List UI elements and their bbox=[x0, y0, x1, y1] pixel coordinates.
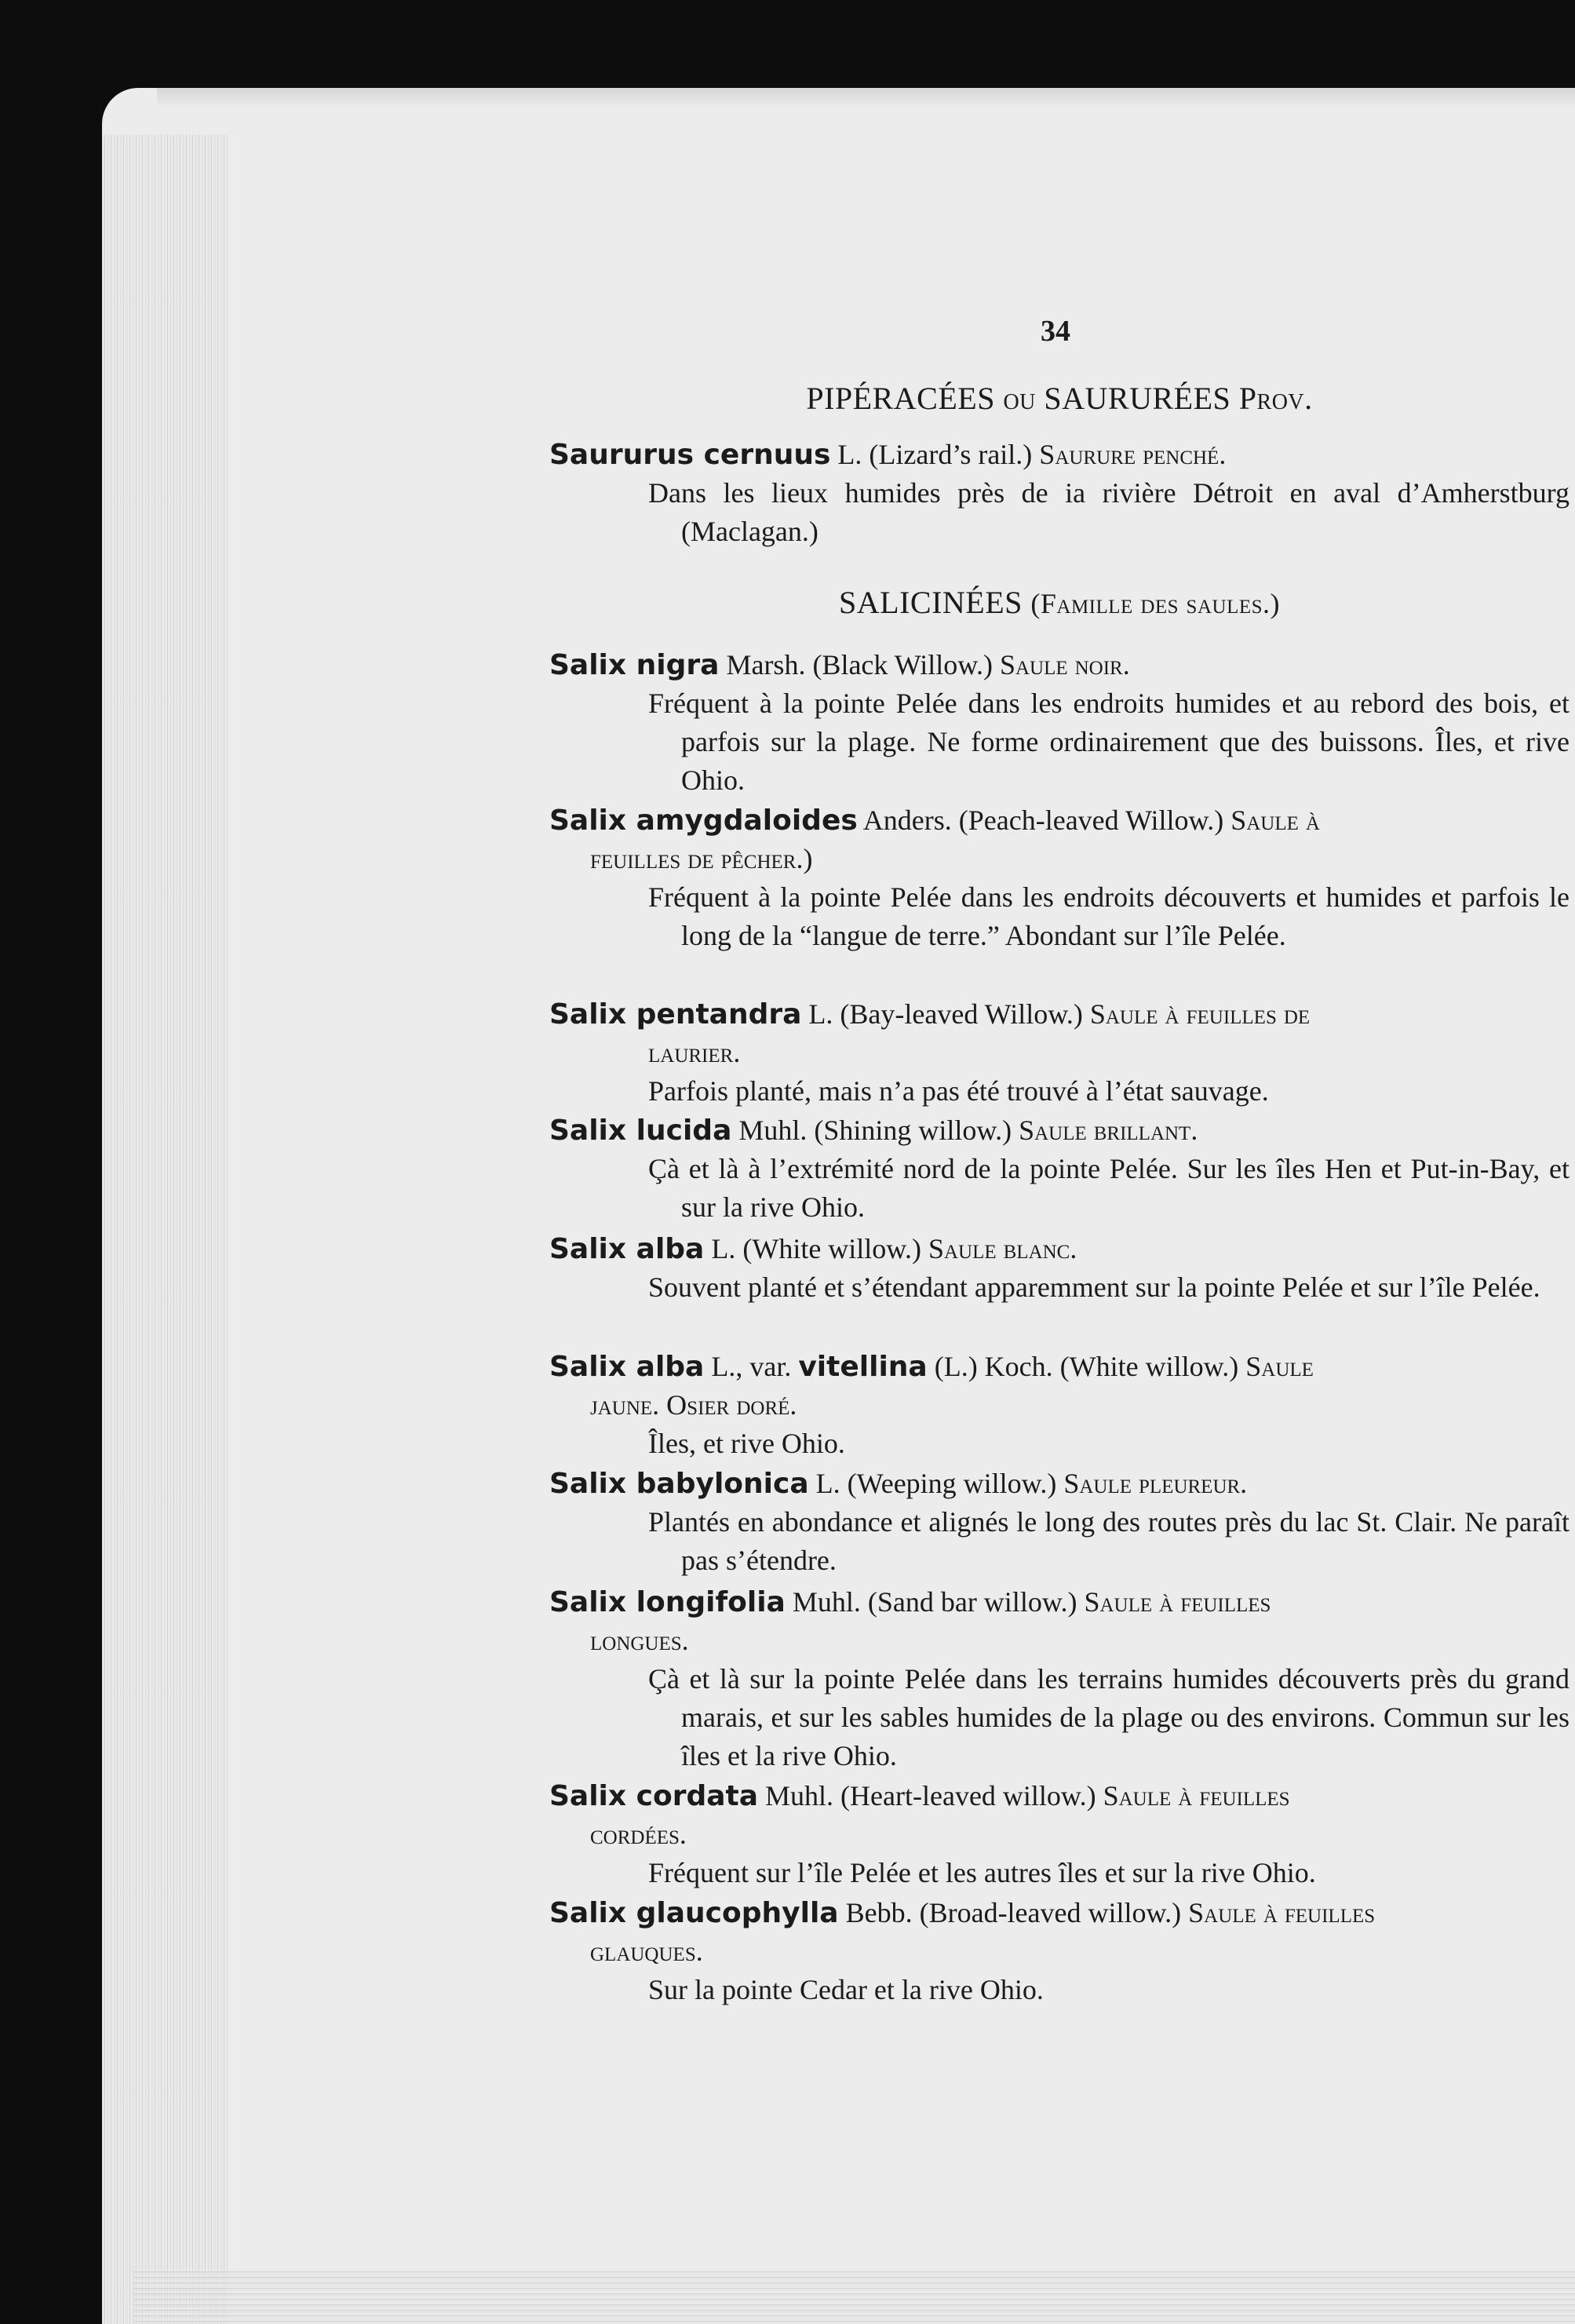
species-authority: L. (White willow.) bbox=[704, 1233, 928, 1264]
french-name: Saule à bbox=[1230, 804, 1320, 836]
species-authority: L. (Bay-leaved Willow.) bbox=[801, 998, 1090, 1030]
section-title-ou: ou bbox=[1003, 381, 1036, 416]
page-top-shadow bbox=[157, 88, 1575, 108]
page-bottom-edge bbox=[133, 2269, 1575, 2324]
species-authority: Anders. (Peach-leaved Willow.) bbox=[857, 804, 1231, 836]
species-authority: L., var. bbox=[704, 1351, 799, 1382]
species-authority: Muhl. (Shining willow.) bbox=[731, 1115, 1019, 1146]
species-description: Plantés en abondance et alignés le long des routes près du lac St. Clair. Ne paraît pas s’étendre. bbox=[648, 1506, 1570, 1576]
french-name-continued: feuilles de pêcher.) bbox=[590, 843, 813, 874]
section-heading-piperacees bbox=[549, 378, 1570, 419]
species-entry bbox=[549, 1894, 1570, 2009]
section-title-alt: SAURURÉES bbox=[1044, 381, 1231, 416]
section-heading-salicinees bbox=[549, 582, 1570, 624]
species-name: Salix longifolia bbox=[549, 1586, 786, 1618]
species-name: Salix alba bbox=[549, 1233, 705, 1265]
species-description: Çà et là à l’extrémité nord de la pointe Pelée. Sur les îles Hen et Put-in-Bay, et sur la rive Ohio. bbox=[648, 1153, 1570, 1223]
species-authority: L. (Lizard’s rail.) bbox=[830, 439, 1040, 470]
species-entry bbox=[549, 646, 1570, 800]
french-name-continued: longues. bbox=[590, 1625, 689, 1656]
species-description: Sur la pointe Cedar et la rive Ohio. bbox=[648, 1974, 1044, 2005]
french-name: Saule pleureur. bbox=[1063, 1468, 1248, 1499]
french-name: Saule noir. bbox=[999, 649, 1130, 680]
species-authority: L. (Weeping willow.) bbox=[808, 1468, 1064, 1499]
species-entry bbox=[549, 1777, 1570, 1892]
species-description: Îles, et rive Ohio. bbox=[648, 1428, 845, 1459]
french-name: Saule à feuilles bbox=[1103, 1780, 1290, 1811]
species-authority: Marsh. (Black Willow.) bbox=[719, 649, 1000, 680]
species-description: Çà et là sur la pointe Pelée dans les terrains humides découverts près du grand marais, et sur les sables humides de la plage ou des environs. Commun sur les îles et la rive Ohio. bbox=[648, 1663, 1570, 1771]
french-name: Saule à feuilles bbox=[1084, 1586, 1271, 1618]
variety-authority: (L.) Koch. (White willow.) bbox=[927, 1351, 1246, 1382]
species-description: Fréquent à la pointe Pelée dans les endroits découverts et humides et parfois le long de la “langue de terre.” Abondant sur l’île Pelée. bbox=[648, 881, 1570, 951]
french-name: Saule blanc. bbox=[928, 1233, 1077, 1264]
french-name-continued: jaune. Osier doré. bbox=[590, 1389, 797, 1421]
section-title-paren: (Famille des saules.) bbox=[1030, 588, 1280, 619]
species-description: Fréquent sur l’île Pelée et les autres îles et sur la rive Ohio. bbox=[648, 1857, 1316, 1888]
french-name-continued: laurier. bbox=[648, 1037, 741, 1068]
section-title-main: PIPÉRACÉES bbox=[806, 381, 995, 416]
species-entry bbox=[549, 1348, 1570, 1463]
section-title-suffix: Prov. bbox=[1238, 381, 1313, 416]
french-name: Saurure penché. bbox=[1039, 439, 1227, 470]
species-entry bbox=[549, 1583, 1570, 1775]
species-entry bbox=[549, 1111, 1570, 1227]
species-name: Salix alba bbox=[549, 1351, 705, 1383]
section-title-main: SALICINÉES bbox=[839, 585, 1023, 620]
page-stack-edge bbox=[102, 135, 228, 2324]
species-description: Souvent planté et s’étendant apparemment sur la pointe Pelée et sur l’île Pelée. bbox=[648, 1271, 1540, 1303]
french-name: Saule bbox=[1245, 1351, 1314, 1382]
species-entry bbox=[549, 801, 1570, 955]
species-entry bbox=[549, 1465, 1570, 1580]
species-description: Fréquent à la pointe Pelée dans les endroits humides et au rebord des bois, et parfois sur la plage. Ne forme ordinairement que des buissons. Îles, et rive Ohio. bbox=[648, 688, 1570, 796]
species-authority: Muhl. (Heart-leaved willow.) bbox=[758, 1780, 1103, 1811]
species-name: Salix nigra bbox=[549, 649, 720, 681]
species-authority: Muhl. (Sand bar willow.) bbox=[785, 1586, 1085, 1618]
species-description: Parfois planté, mais n’a pas été trouvé à l’état sauvage. bbox=[648, 1075, 1269, 1107]
french-name: Saule à feuilles de bbox=[1089, 998, 1311, 1030]
species-name: Salix cordata bbox=[549, 1780, 759, 1812]
species-name: Salix glaucophylla bbox=[549, 1897, 839, 1929]
species-entry bbox=[549, 436, 1570, 551]
species-description: Dans les lieux humides près de ia rivière Détroit en aval d’Amherstburg (Maclagan.) bbox=[648, 477, 1570, 547]
species-name: Salix amygdaloides bbox=[549, 804, 858, 837]
french-name-continued: glauques. bbox=[590, 1935, 703, 1967]
page-number: 34 bbox=[1041, 315, 1070, 348]
species-entry bbox=[549, 1230, 1570, 1307]
species-authority: Bebb. (Broad-leaved willow.) bbox=[838, 1897, 1189, 1928]
french-name-continued: cordées. bbox=[590, 1819, 687, 1850]
species-name: Salix lucida bbox=[549, 1115, 732, 1147]
species-name: Saururus cernuus bbox=[549, 439, 831, 471]
species-name: Salix babylonica bbox=[549, 1468, 809, 1500]
variety-name: vitellina bbox=[798, 1351, 928, 1383]
species-name: Salix pentandra bbox=[549, 998, 802, 1031]
french-name: Saule à feuilles bbox=[1188, 1897, 1376, 1928]
french-name: Saule brillant. bbox=[1019, 1115, 1198, 1146]
species-entry bbox=[549, 995, 1570, 1111]
